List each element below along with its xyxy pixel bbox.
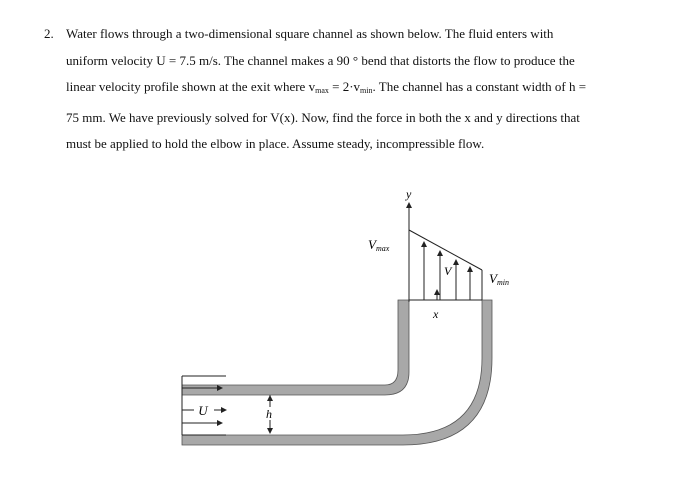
y-axis-label: y xyxy=(406,187,412,201)
problem-line-5: must be applied to hold the elbow in place. Assume steady, incompressible flow. xyxy=(66,136,485,151)
problem-number: 2. xyxy=(44,26,54,41)
inlet-u-label xyxy=(182,403,209,418)
problem-line-4: 75 mm. We have previously solved for V(x). Now, find the force in both the x and y directions that xyxy=(66,109,580,125)
channel-inner-wall xyxy=(182,300,409,395)
x-axis-label: x xyxy=(433,307,439,321)
svg-text:U: U xyxy=(198,403,208,418)
problem-line-1: 2. Water flows through a two-dimensional square channel as shown below. The fluid enters with xyxy=(44,21,674,48)
v-label: V xyxy=(444,264,452,278)
problem-line-2: uniform velocity U = 7.5 m/s. The channel makes a 90 ° bend that distorts the flow to produce the xyxy=(66,52,575,68)
problem-line-3: linear velocity profile shown at the exit where $v_{max} = 2\cdot v_{min}$. The channel has a constant width of h = xyxy=(66,79,587,95)
height-label: h xyxy=(266,407,272,421)
channel-outer-wall xyxy=(182,300,492,445)
vmax-label: Vmax xyxy=(368,237,390,253)
vmin-label: Vmin xyxy=(489,271,509,287)
